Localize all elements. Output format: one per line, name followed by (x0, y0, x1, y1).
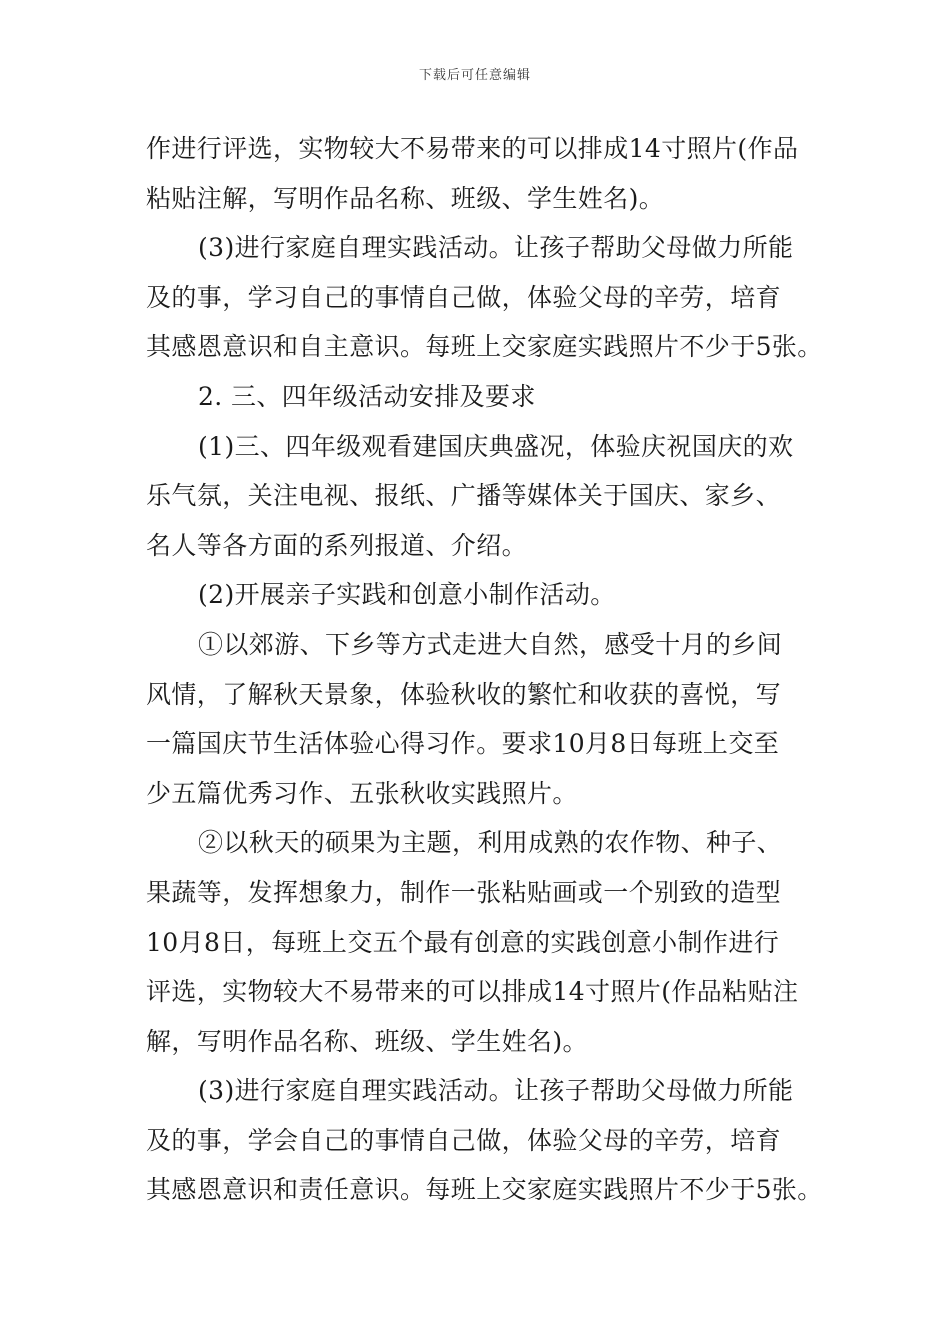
text-line: (2)开展亲子实践和创意小制作活动。 (198, 580, 616, 610)
page-header-note: 下载后可任意编辑 (418, 68, 531, 83)
text-line: (3)进行家庭自理实践活动。让孩子帮助父母做力所能 (198, 233, 794, 263)
text-line: ②以秋天的硕果为主题，利用成熟的农作物、种子、 (198, 828, 783, 858)
text-line: 一篇国庆节生活体验心得习作。要求10月8日每班上交至 (146, 729, 780, 759)
text-line: 名人等各方面的系列报道、介绍。 (146, 530, 528, 560)
text-line: 果蔬等，发挥想象力，制作一张粘贴画或一个别致的造型 (146, 877, 782, 907)
text-line: (1)三、四年级观看建国庆典盛况，体验庆祝国庆的欢 (198, 431, 794, 461)
text-line: 少五篇优秀习作、五张秋收实践照片。 (146, 778, 578, 808)
text-line: 其感恩意识和自主意识。每班上交家庭实践照片不少于5张。 (146, 332, 823, 362)
text-line: (3)进行家庭自理实践活动。让孩子帮助父母做力所能 (198, 1076, 794, 1106)
text-line: 及的事，学会自己的事情自己做，体验父母的辛劳，培育 (146, 1125, 782, 1155)
text-line: ①以郊游、下乡等方式走进大自然，感受十月的乡间 (198, 629, 783, 659)
text-line: 其感恩意识和责任意识。每班上交家庭实践照片不少于5张。 (146, 1175, 823, 1205)
text-line: 及的事，学习自己的事情自己做，体验父母的辛劳，培育 (146, 282, 782, 312)
text-line: 乐气氛，关注电视、报纸、广播等媒体关于国庆、家乡、 (146, 481, 782, 511)
section-heading: 2. 三、四年级活动安排及要求 (198, 381, 536, 411)
text-line: 解，写明作品名称、班级、学生姓名)。 (146, 1026, 588, 1056)
text-line: 评选，实物较大不易带来的可以排成14寸照片(作品粘贴注 (146, 977, 799, 1007)
text-line: 粘贴注解，写明作品名称、班级、学生姓名)。 (146, 183, 665, 213)
text-line: 10月8日，每班上交五个最有创意的实践创意小制作进行 (146, 927, 780, 957)
document-body (146, 124, 836, 1215)
text-line: 风情，了解秋天景象，体验秋收的繁忙和收获的喜悦，写 (146, 679, 782, 709)
text-line: 作进行评选，实物较大不易带来的可以排成14寸照片(作品 (146, 134, 799, 163)
